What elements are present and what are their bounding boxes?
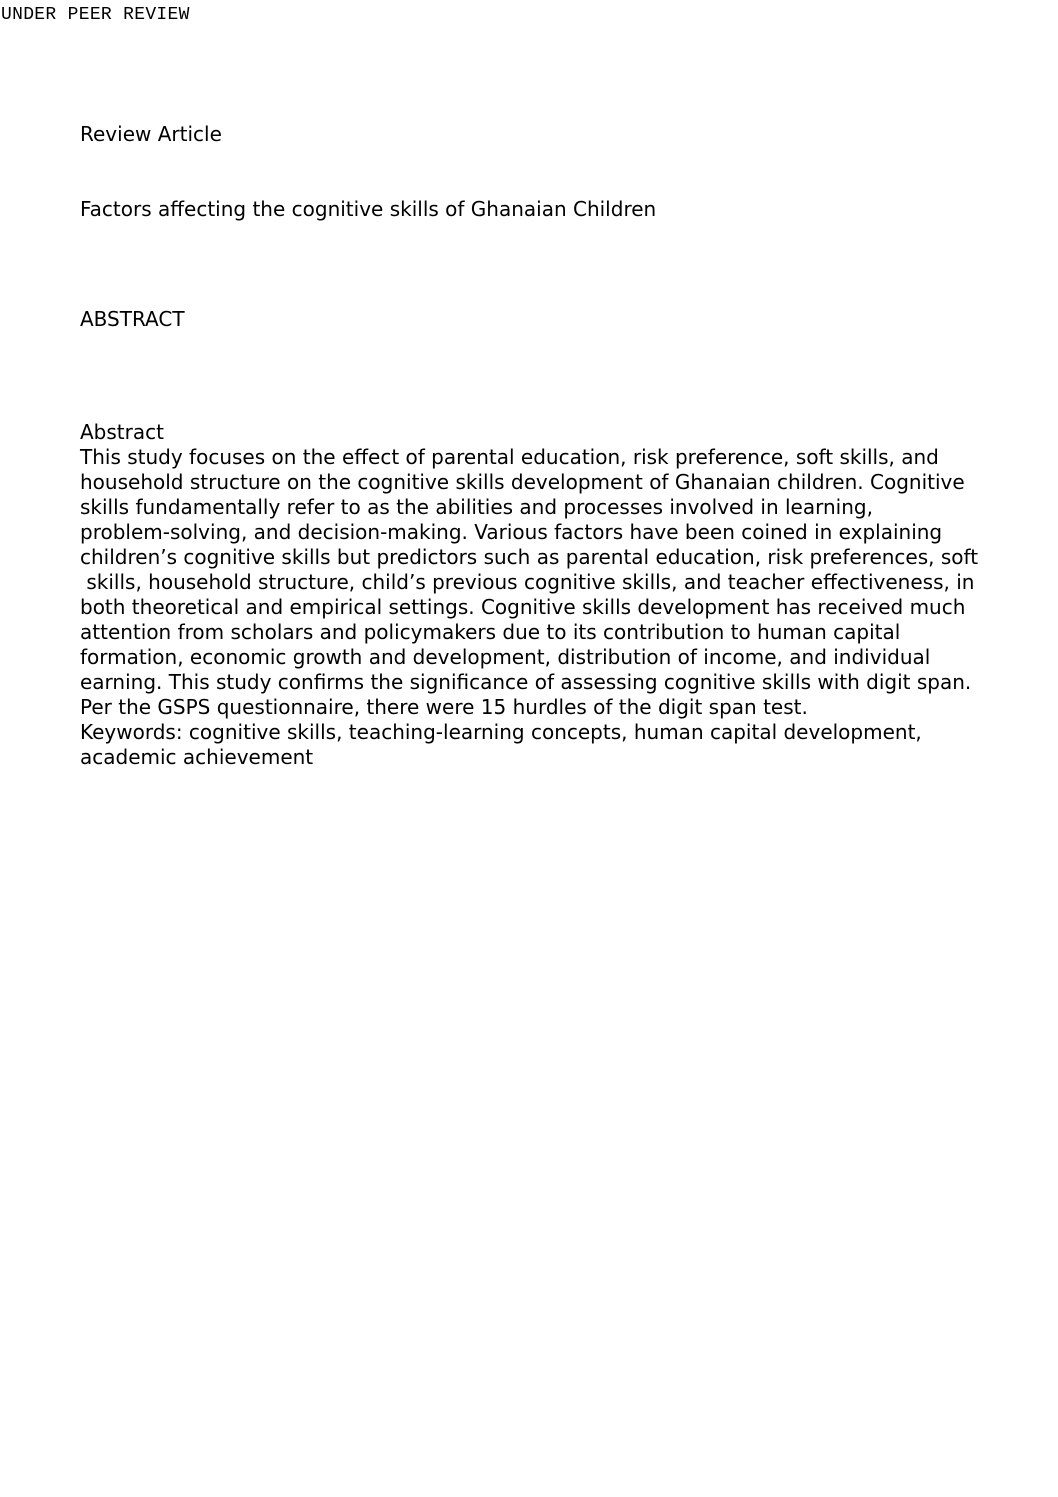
abstract-line: earning. This study confirms the significance of assessing cognitive skills with digit span. [80,670,972,694]
abstract-line: formation, economic growth and development, distribution of income, and individual [80,645,931,669]
abstract-line: skills fundamentally refer to as the abilities and processes involved in learning, [80,495,873,519]
abstract-line: attention from scholars and policymakers due to its contribution to human capital [80,620,901,644]
under-peer-review-watermark: UNDER PEER REVIEW [1,5,190,25]
abstract-section-heading: ABSTRACT [80,307,185,331]
abstract-line: household structure on the cognitive skills development of Ghanaian children. Cognitive [80,470,965,494]
article-type-label: Review Article [80,122,222,146]
abstract-line: Per the GSPS questionnaire, there were 15 hurdles of the digit span test. [80,695,808,719]
abstract-line: both theoretical and empirical settings. Cognitive skills development has received much [80,595,966,619]
abstract-block [80,420,978,770]
abstract-line: problem-solving, and decision-making. Various factors have been coined in explaining [80,520,943,544]
paper-title: Factors affecting the cognitive skills of Ghanaian Children [80,197,657,221]
keywords-line: Keywords: cognitive skills, teaching-learning concepts, human capital development, [80,720,922,744]
abstract-line: skills, household structure, child’s previous cognitive skills, and teacher effectiveness, in [80,570,975,594]
abstract-line: This study focuses on the effect of parental education, risk preference, soft skills, and [80,445,939,469]
keywords-line: academic achievement [80,745,314,769]
abstract-label: Abstract [80,420,164,444]
abstract-line: children’s cognitive skills but predictors such as parental education, risk preferences, soft [80,545,979,569]
